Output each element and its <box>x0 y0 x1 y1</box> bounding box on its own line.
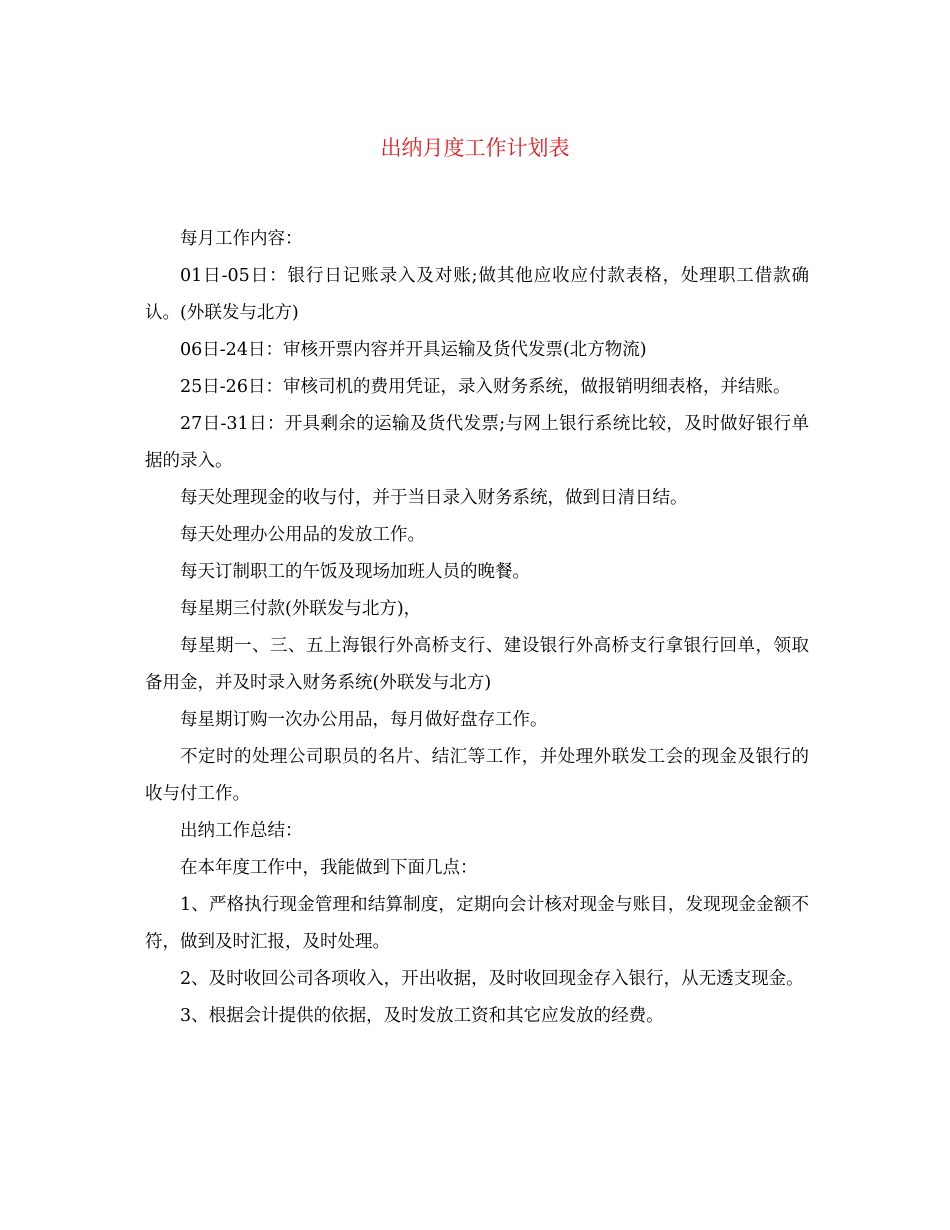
paragraph-summary-heading: 出纳工作总结： <box>180 821 303 841</box>
document-body <box>145 221 809 1035</box>
document-title: 出纳月度工作计划表 <box>380 136 570 160</box>
paragraph-daily-cash: 每天处理现金的收与付，并于当日录入财务系统，做到日清日结。 <box>180 488 688 508</box>
paragraph-daily-meals: 每天订制职工的午饭及现场加班人员的晚餐。 <box>180 562 530 582</box>
paragraph-summary-item-2: 2、及时收回公司各项收入，开出收据，及时收回现金存入银行，从无透支现金。 <box>180 969 804 989</box>
paragraph-day-27-31: 27日-31日：开具剩余的运输及货代发票;与网上银行系统比较，及时做好银行单据的录入。 <box>145 414 809 471</box>
paragraph-summary-item-3: 3、根据会计提供的依据，及时发放工资和其它应发放的经费。 <box>180 1006 664 1026</box>
paragraph-day-25-26: 25日-26日：审核司机的费用凭证，录入财务系统，做报销明细表格，并结账。 <box>180 377 791 397</box>
paragraph-wednesday-payment: 每星期三付款(外联发与北方)， <box>180 599 422 619</box>
paragraph-summary-item-1: 1、严格执行现金管理和结算制度，定期向会计核对现金与账目，发现现金金额不符，做到及时汇报，及时处理。 <box>145 895 809 952</box>
paragraph-day-06-24: 06日-24日：审核开票内容并开具运输及货代发票(北方物流) <box>180 340 647 360</box>
paragraph-weekly-purchase: 每星期订购一次办公用品，每月做好盘存工作。 <box>180 710 548 730</box>
paragraph-monthly-work-heading: 每月工作内容： <box>180 229 303 249</box>
paragraph-summary-intro: 在本年度工作中，我能做到下面几点： <box>180 858 478 878</box>
paragraph-day-01-05: 01日-05日：银行日记账录入及对账;做其他应收应付款表格，处理职工借款确认。(外联发与北方) <box>145 266 809 323</box>
paragraph-mon-wed-fri-bank: 每星期一、三、五上海银行外高桥支行、建设银行外高桥支行拿银行回单，领取备用金，并及时录入财务系统(外联发与北方) <box>145 636 809 693</box>
paragraph-daily-office-supplies: 每天处理办公用品的发放工作。 <box>180 525 425 545</box>
paragraph-irregular-tasks: 不定时的处理公司职员的名片、结汇等工作，并处理外联发工会的现金及银行的收与付工作。 <box>145 747 809 804</box>
